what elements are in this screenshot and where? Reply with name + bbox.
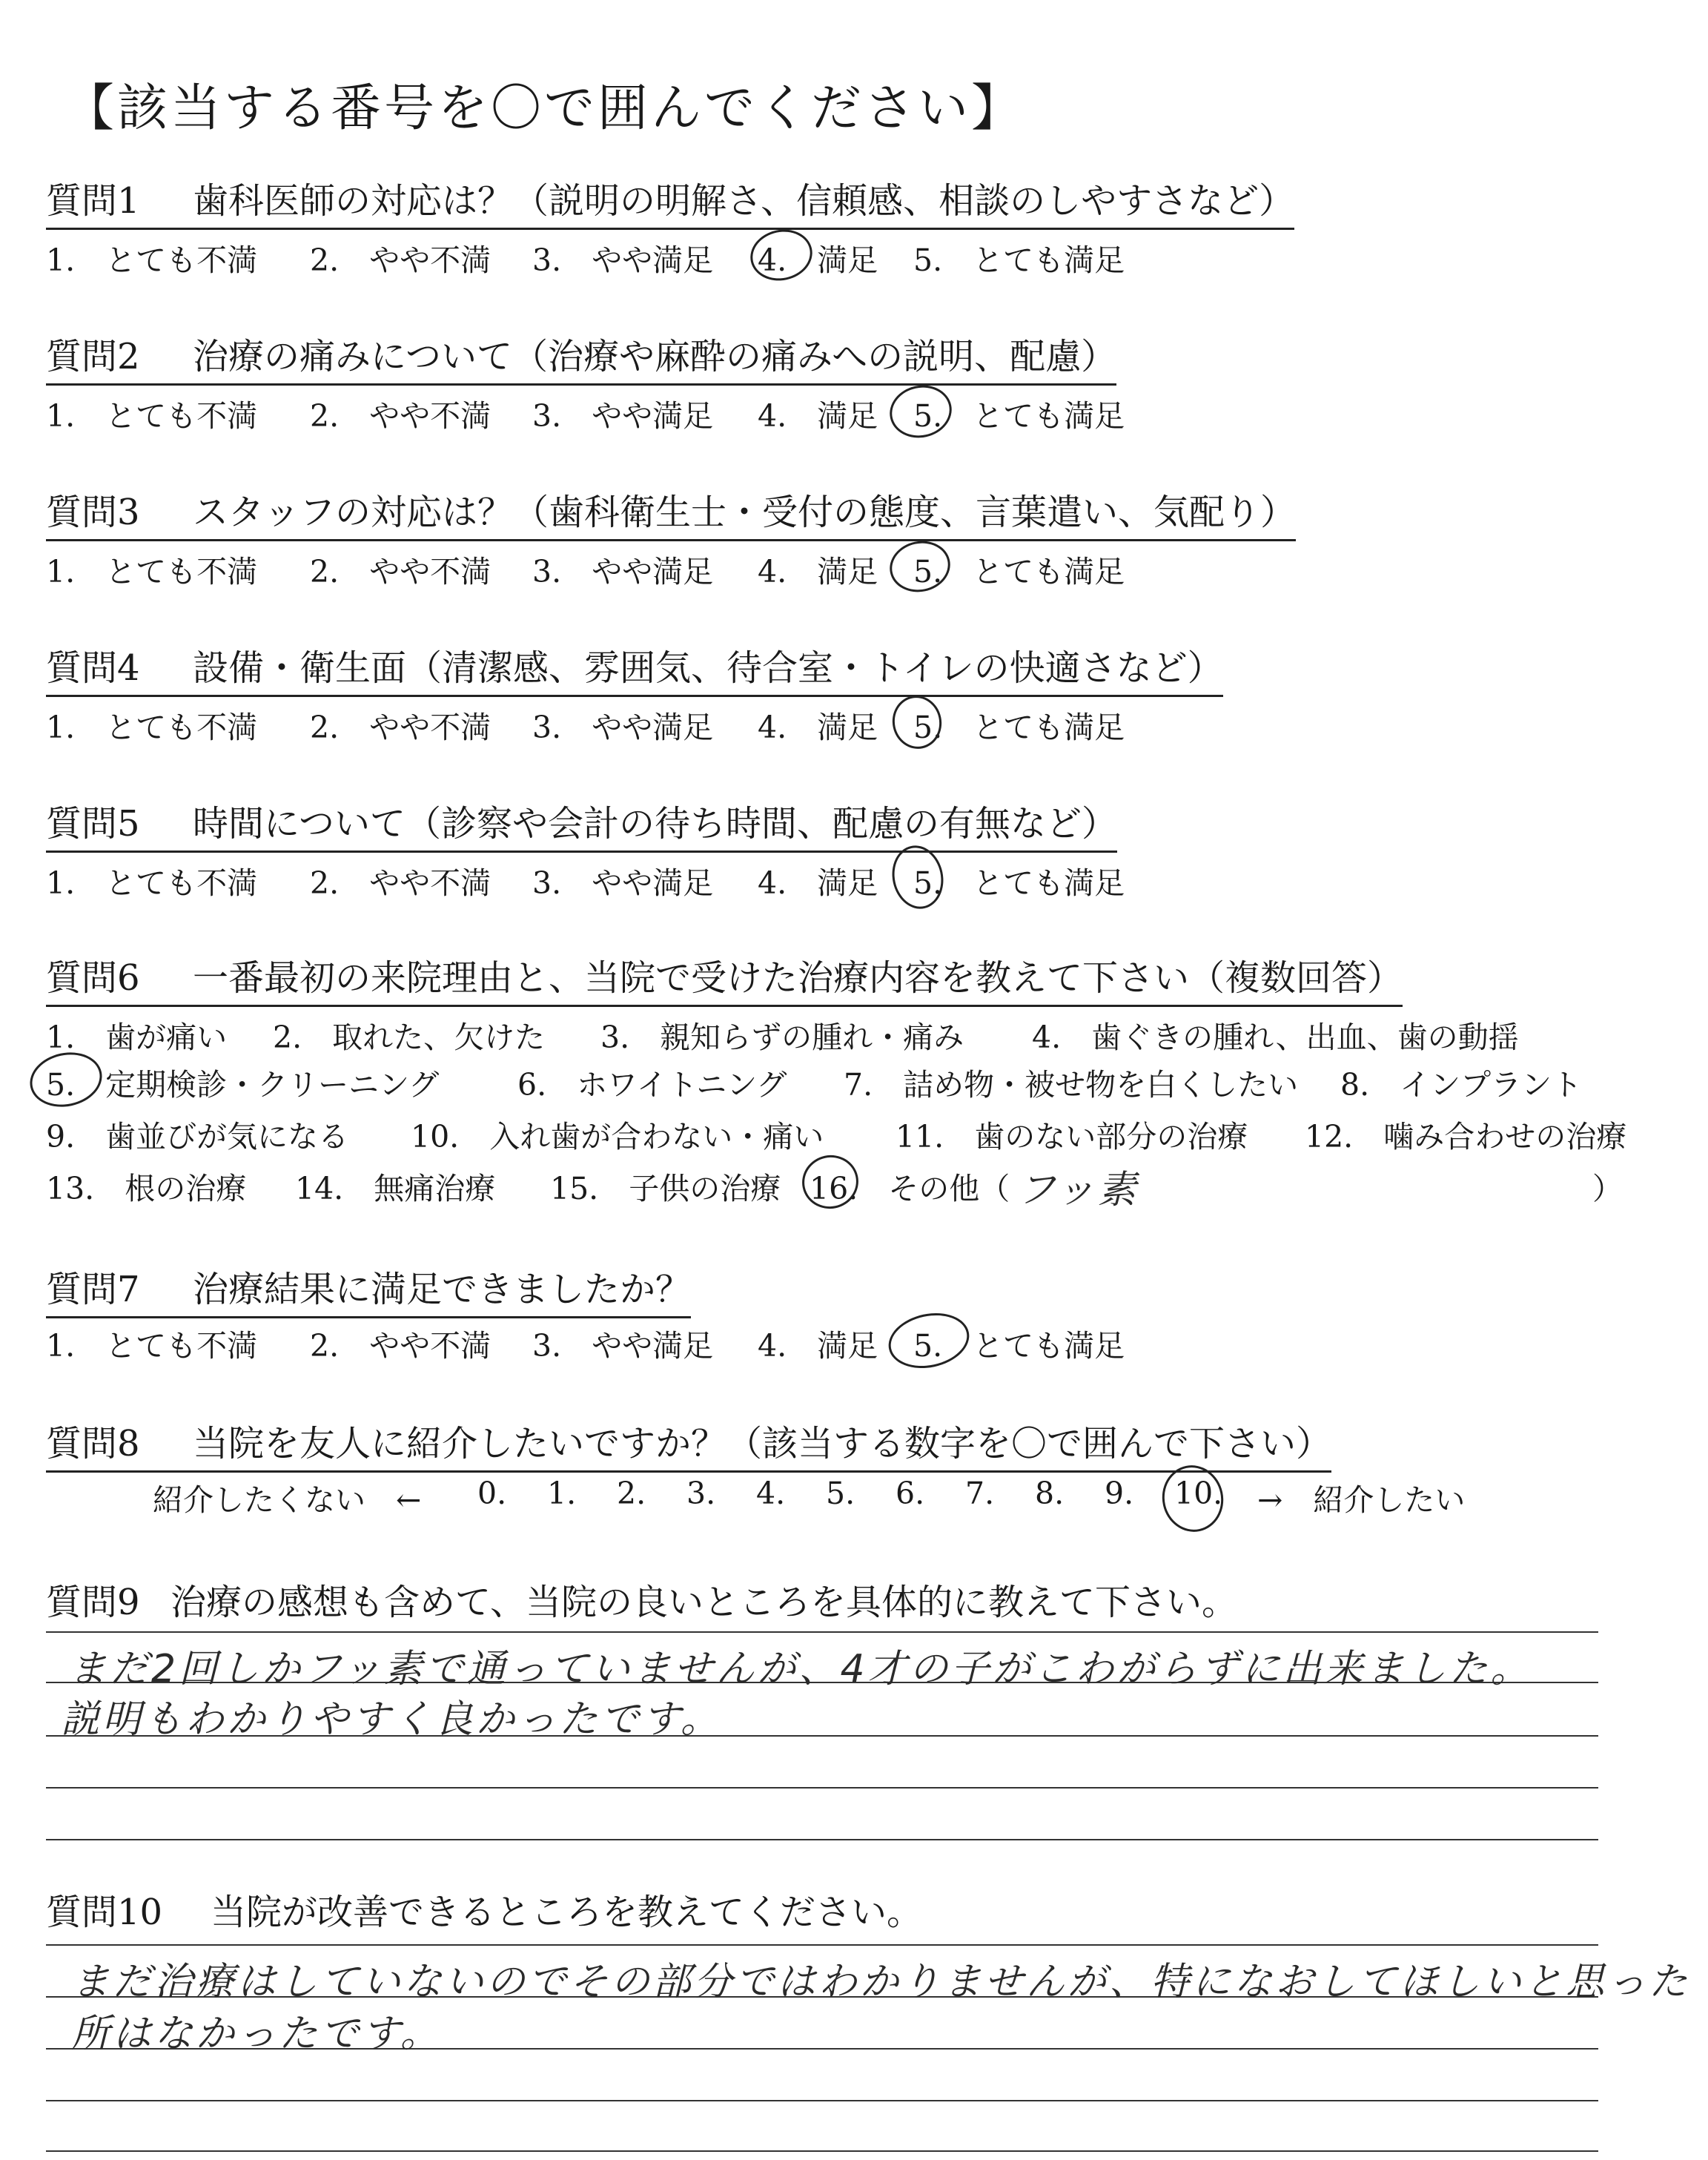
question-1-heading bbox=[46, 172, 1294, 230]
q6-option-5[interactable]: 5. 定期検診・クリーニング bbox=[46, 1067, 440, 1103]
q5-option-4[interactable]: 4. 満足 bbox=[758, 865, 878, 901]
q2-option-5[interactable]: 5. とても満足 bbox=[913, 398, 1125, 434]
q2-option-2[interactable]: 2. やや不満 bbox=[310, 398, 491, 434]
q9-writing-line-1 bbox=[46, 1631, 1598, 1633]
question-3-label: 質問3 bbox=[46, 492, 140, 533]
q2-option-4[interactable]: 4. 満足 bbox=[758, 398, 878, 434]
q4-option-2[interactable]: 2. やや不満 bbox=[310, 710, 491, 745]
q7-option-5[interactable]: 5. とても満足 bbox=[913, 1328, 1125, 1364]
q6-option-6[interactable]: 6. ホワイトニング bbox=[517, 1067, 787, 1103]
q6-option-16[interactable]: 16. その他（ bbox=[810, 1171, 1010, 1206]
q8-scale-3[interactable]: 3. bbox=[686, 1476, 716, 1511]
q2-option-3[interactable]: 3. やや満足 bbox=[532, 398, 714, 434]
q8-scale-5[interactable]: 5. bbox=[826, 1476, 855, 1511]
q1-option-4[interactable]: 4. 満足 bbox=[758, 242, 878, 278]
q7-option-4[interactable]: 4. 満足 bbox=[758, 1328, 878, 1364]
question-1-label: 質問1 bbox=[46, 180, 140, 222]
question-8-text: 当院を友人に紹介したいですか？（該当する数字を〇で囲んで下さい） bbox=[193, 1423, 1332, 1464]
question-5-text: 時間について（診察や会計の待ち時間、配慮の有無など） bbox=[193, 803, 1118, 845]
q4-option-1[interactable]: 1. とても不満 bbox=[46, 710, 258, 745]
question-7-text: 治療結果に満足できましたか？ bbox=[193, 1269, 692, 1310]
question-4-label: 質問4 bbox=[46, 647, 140, 689]
question-2-label: 質問2 bbox=[46, 336, 140, 377]
question-6-label: 質問6 bbox=[46, 957, 140, 999]
question-6-heading bbox=[46, 949, 1403, 1007]
q6-option-11[interactable]: 11. 歯のない部分の治療 bbox=[896, 1119, 1248, 1155]
q4-option-4[interactable]: 4. 満足 bbox=[758, 710, 878, 745]
q1-option-3[interactable]: 3. やや満足 bbox=[532, 242, 714, 278]
q10-answer-line-2[interactable]: 所はなかったです。 bbox=[71, 2012, 442, 2056]
question-4-heading bbox=[46, 639, 1223, 697]
q10-writing-line-5 bbox=[46, 2150, 1598, 2152]
q8-scale-2[interactable]: 2. bbox=[617, 1476, 646, 1511]
question-7-label: 質問7 bbox=[46, 1269, 140, 1310]
q9-writing-line-4 bbox=[46, 1787, 1598, 1789]
question-8-label: 質問8 bbox=[46, 1423, 140, 1464]
q6-other-answer[interactable]: フッ素 bbox=[1017, 1168, 1139, 1212]
q1-option-5[interactable]: 5. とても満足 bbox=[913, 242, 1125, 278]
q10-writing-line-4 bbox=[46, 2100, 1598, 2101]
q8-scale-1[interactable]: 1. bbox=[547, 1476, 577, 1511]
q9-writing-line-5 bbox=[46, 1839, 1598, 1840]
q6-option-13[interactable]: 13. 根の治療 bbox=[46, 1171, 247, 1206]
q5-option-2[interactable]: 2. やや不満 bbox=[310, 865, 491, 901]
question-9-heading bbox=[46, 1573, 1237, 1629]
q6-option-8[interactable]: 8. インプラント bbox=[1340, 1067, 1583, 1103]
question-5-label: 質問5 bbox=[46, 803, 140, 845]
q6-option-10[interactable]: 10. 入れ歯が合わない・痛い bbox=[411, 1119, 824, 1155]
question-1-text: 歯科医師の対応は？（説明の明解さ、信頼感、相談のしやすさなど） bbox=[193, 180, 1295, 222]
q6-option-7[interactable]: 7. 詰め物・被せ物を白くしたい bbox=[844, 1067, 1299, 1103]
q9-answer-line-1[interactable]: まだ2回しかフッ素で通っていませんが、4才の子がこわがらずに出来ました。 bbox=[68, 1647, 1532, 1691]
q6-option-4[interactable]: 4. 歯ぐきの腫れ、出血、歯の動揺 bbox=[1032, 1020, 1519, 1055]
q4-option-5[interactable]: 5. とても満足 bbox=[913, 710, 1125, 745]
q3-option-5[interactable]: 5. とても満足 bbox=[913, 554, 1125, 589]
q8-scale-6[interactable]: 6. bbox=[896, 1476, 925, 1511]
q6-option-14[interactable]: 14. 無痛治療 bbox=[295, 1171, 496, 1206]
question-10-text: 当院が改善できるところを教えてください。 bbox=[211, 1892, 923, 1933]
q2-option-1[interactable]: 1. とても不満 bbox=[46, 398, 258, 434]
question-4-text: 設備・衛生面（清潔感、雰囲気、待合室・トイレの快適さなど） bbox=[193, 647, 1223, 689]
q3-option-4[interactable]: 4. 満足 bbox=[758, 554, 878, 589]
q7-option-1[interactable]: 1. とても不満 bbox=[46, 1328, 258, 1364]
q3-option-3[interactable]: 3. やや満足 bbox=[532, 554, 714, 589]
q6-option-3[interactable]: 3. 親知らずの腫れ・痛み bbox=[600, 1020, 964, 1055]
question-10-label: 質問10 bbox=[46, 1892, 163, 1933]
q6-option-1[interactable]: 1. 歯が痛い bbox=[46, 1020, 228, 1055]
q8-scale-right-label: → 紹介したい bbox=[1257, 1482, 1466, 1518]
q6-option-12[interactable]: 12. 噛み合わせの治療 bbox=[1305, 1119, 1627, 1155]
question-2-heading bbox=[46, 328, 1116, 386]
q8-scale-10[interactable]: 10. bbox=[1174, 1476, 1223, 1511]
q10-writing-line-1 bbox=[46, 1944, 1598, 1946]
q8-scale-8[interactable]: 8. bbox=[1035, 1476, 1065, 1511]
question-6-text: 一番最初の来院理由と、当院で受けた治療内容を教えて下さい（複数回答） bbox=[193, 957, 1403, 999]
q8-scale-left-label: 紹介したくない ← bbox=[153, 1482, 422, 1518]
question-10-heading bbox=[46, 1883, 922, 1939]
q7-option-3[interactable]: 3. やや満足 bbox=[532, 1328, 714, 1364]
instruction-title: 【該当する番号を〇で囲んでください】 bbox=[64, 79, 1025, 138]
q8-scale-4[interactable]: 4. bbox=[756, 1476, 786, 1511]
q7-option-2[interactable]: 2. やや不満 bbox=[310, 1328, 491, 1364]
q9-answer-line-2[interactable]: 説明もわかりやすく良かったです。 bbox=[61, 1697, 722, 1742]
q5-option-3[interactable]: 3. やや満足 bbox=[532, 865, 714, 901]
question-3-heading bbox=[46, 483, 1296, 541]
question-9-label: 質問9 bbox=[46, 1582, 140, 1623]
q3-option-2[interactable]: 2. やや不満 bbox=[310, 554, 491, 589]
q5-option-1[interactable]: 1. とても不満 bbox=[46, 865, 258, 901]
question-7-heading bbox=[46, 1261, 691, 1318]
q8-scale-0[interactable]: 0. bbox=[477, 1476, 507, 1511]
q5-option-5[interactable]: 5. とても満足 bbox=[913, 865, 1125, 901]
q1-option-2[interactable]: 2. やや不満 bbox=[310, 242, 491, 278]
q8-scale-7[interactable]: 7. bbox=[965, 1476, 995, 1511]
q1-option-1[interactable]: 1. とても不満 bbox=[46, 242, 258, 278]
q6-option-15[interactable]: 15. 子供の治療 bbox=[550, 1171, 781, 1206]
q3-option-1[interactable]: 1. とても不満 bbox=[46, 554, 258, 589]
question-5-heading bbox=[46, 795, 1117, 853]
q8-scale-9[interactable]: 9. bbox=[1105, 1476, 1134, 1511]
question-2-text: 治療の痛みについて（治療や麻酔の痛みへの説明、配慮） bbox=[193, 336, 1117, 377]
q6-option-9[interactable]: 9. 歯並びが気になる bbox=[46, 1119, 349, 1155]
q6-option-2[interactable]: 2. 取れた、欠けた bbox=[273, 1020, 546, 1055]
question-3-text: スタッフの対応は？（歯科衛生士・受付の態度、言葉遣い、気配り） bbox=[193, 492, 1297, 533]
q6-other-close-paren: ） bbox=[1592, 1171, 1623, 1206]
q4-option-3[interactable]: 3. やや満足 bbox=[532, 710, 714, 745]
question-8-heading bbox=[46, 1415, 1331, 1473]
question-9-text: 治療の感想も含めて、当院の良いところを具体的に教えて下さい。 bbox=[171, 1582, 1238, 1623]
q10-answer-line-1[interactable]: まだ治療はしていないのでその部分ではわかりませんが、特になおしてほしいと思った bbox=[71, 1960, 1691, 2004]
